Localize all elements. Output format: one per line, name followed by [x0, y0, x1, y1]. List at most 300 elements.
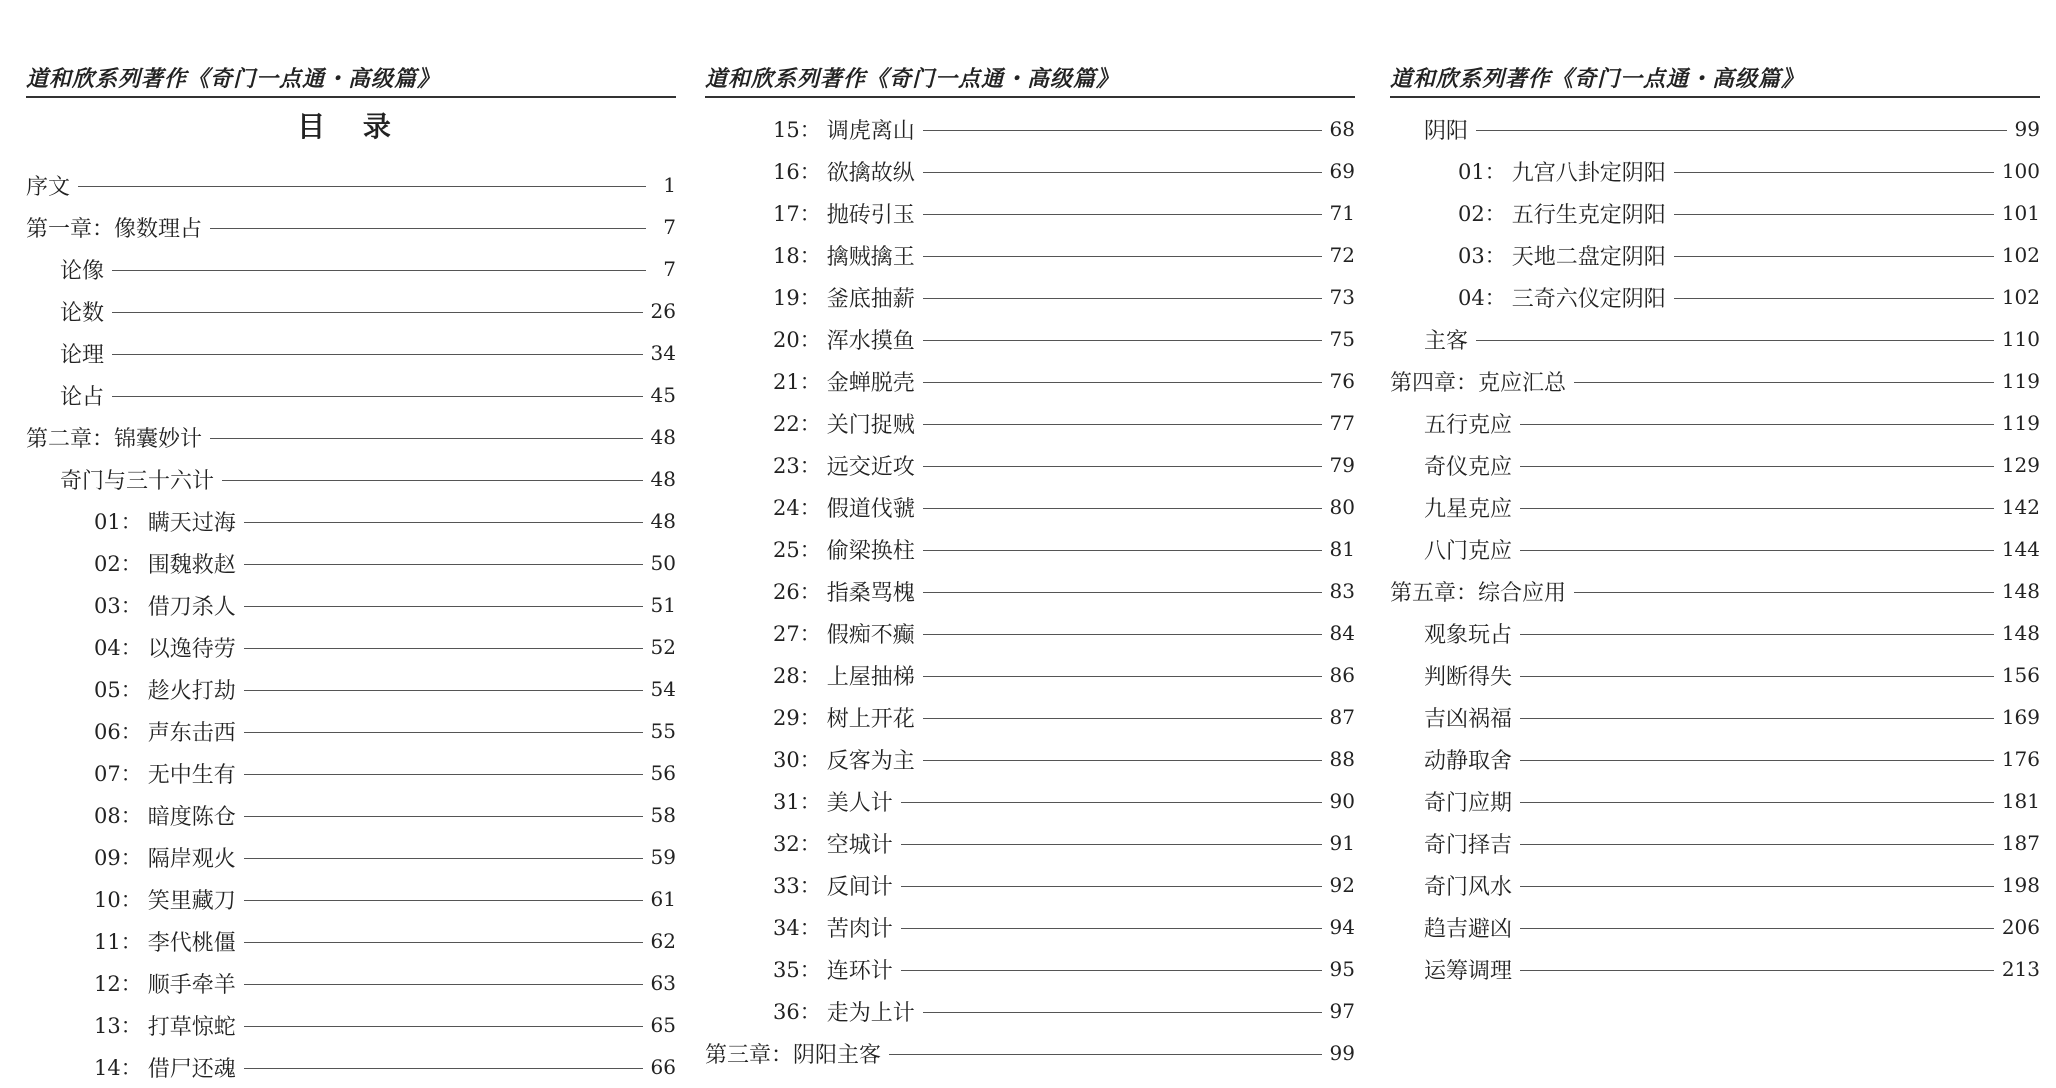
toc-leader-line — [244, 942, 643, 943]
toc-entry — [1390, 192, 2040, 234]
toc-leader-line — [1520, 928, 1994, 929]
toc-page-number: 91 — [1329, 831, 1355, 855]
toc-entry — [1390, 780, 2040, 822]
toc-entry-number: 20： — [773, 328, 821, 352]
toc-entry-number: 35： — [773, 958, 821, 982]
toc-leader-line — [923, 382, 1322, 383]
toc-page-number: 119 — [2001, 411, 2040, 435]
toc-leader-line — [244, 606, 643, 607]
toc-leader-line — [244, 690, 643, 691]
toc-page-number: 110 — [2001, 327, 2040, 351]
toc-entry-number: 22： — [773, 412, 821, 436]
toc-page-number: 102 — [2001, 285, 2040, 309]
toc-leader-line — [244, 1068, 643, 1069]
toc-page-1 — [26, 62, 676, 1082]
toc-entry-label: 论数 — [60, 300, 105, 326]
toc-leader-line — [112, 312, 643, 313]
toc-entry-label: 三奇六仪定阴阳 — [1511, 286, 1666, 312]
toc-entry — [705, 570, 1355, 612]
toc-entry-label: 第五章：综合应用 — [1390, 580, 1567, 606]
toc-page-number: 99 — [1329, 1041, 1355, 1065]
toc-entry — [26, 794, 676, 836]
toc-page-number: 101 — [2001, 201, 2040, 225]
toc-entry — [26, 1004, 676, 1046]
toc-page-number: 54 — [650, 677, 676, 701]
toc-entry-label: 美人计 — [826, 790, 893, 816]
toc-entry — [705, 780, 1355, 822]
toc-entry-number: 13： — [94, 1014, 142, 1038]
toc-entry-number: 05： — [94, 678, 142, 702]
toc-entry — [705, 1032, 1355, 1074]
toc-entry — [1390, 570, 2040, 612]
toc-entry-number: 02： — [94, 552, 142, 576]
toc-page-number: 72 — [1329, 243, 1355, 267]
toc-entry-number: 03： — [1458, 244, 1506, 268]
toc-entry-label: 抛砖引玉 — [826, 202, 915, 228]
toc-leader-line — [901, 802, 1322, 803]
toc-page-number: 48 — [650, 425, 676, 449]
toc-leader-line — [1674, 298, 1994, 299]
toc-page-number: 73 — [1329, 285, 1355, 309]
toc-page-number: 198 — [2001, 873, 2040, 897]
toc-page-number: 144 — [2001, 537, 2040, 561]
toc-entry — [26, 836, 676, 878]
toc-entry — [1390, 234, 2040, 276]
toc-entry — [705, 906, 1355, 948]
toc-leader-line — [1574, 382, 1994, 383]
toc-entry — [1390, 150, 2040, 192]
toc-entry-number: 01： — [94, 510, 142, 534]
toc-leader-line — [1520, 634, 1994, 635]
toc-leader-line — [923, 256, 1322, 257]
toc-entry-label: 九星克应 — [1424, 496, 1513, 522]
toc-entry-label: 第二章：锦囊妙计 — [26, 426, 203, 452]
toc-entry-label: 天地二盘定阴阳 — [1511, 244, 1666, 270]
toc-entry — [1390, 822, 2040, 864]
toc-entry-label: 八门克应 — [1424, 538, 1513, 564]
toc-leader-line — [244, 648, 643, 649]
toc-page-number: 51 — [650, 593, 676, 617]
toc-page-number: 68 — [1329, 117, 1355, 141]
toc-page-number: 84 — [1329, 621, 1355, 645]
toc-leader-line — [244, 984, 643, 985]
toc-page-number: 34 — [650, 341, 676, 365]
toc-leader-line — [244, 900, 643, 901]
toc-entry — [26, 416, 676, 458]
toc-page-number: 81 — [1329, 537, 1355, 561]
toc-entry-number: 26： — [773, 580, 821, 604]
toc-entry — [1390, 906, 2040, 948]
toc-entry-label: 声东击西 — [147, 720, 236, 746]
toc-entry-number: 09： — [94, 846, 142, 870]
toc-leader-line — [889, 1054, 1322, 1055]
toc-entry-label: 顺手牵羊 — [147, 972, 236, 998]
toc-entry-list — [1390, 108, 2040, 990]
toc-entry — [1390, 276, 2040, 318]
toc-entry — [26, 626, 676, 668]
toc-entry-label: 假痴不癫 — [826, 622, 915, 648]
toc-entry-label: 金蝉脱壳 — [826, 370, 915, 396]
toc-entry-number: 04： — [1458, 286, 1506, 310]
toc-entry-number: 03： — [94, 594, 142, 618]
toc-entry — [705, 318, 1355, 360]
toc-entry-label: 关门捉贼 — [826, 412, 915, 438]
toc-entry-label: 围魏救赵 — [147, 552, 236, 578]
toc-entry — [26, 962, 676, 1004]
toc-entry-label: 趁火打劫 — [147, 678, 236, 704]
toc-entry-label: 动静取舍 — [1424, 748, 1513, 774]
toc-entry-number: 17： — [773, 202, 821, 226]
toc-entry — [1390, 738, 2040, 780]
toc-page-number: 88 — [1329, 747, 1355, 771]
toc-entry-label: 第一章：像数理占 — [26, 216, 203, 242]
toc-entry — [1390, 696, 2040, 738]
toc-entry-number: 36： — [773, 1000, 821, 1024]
toc-page-number: 52 — [650, 635, 676, 659]
toc-entry — [1390, 402, 2040, 444]
toc-entry-label: 序文 — [26, 174, 71, 200]
toc-entry — [1390, 318, 2040, 360]
toc-leader-line — [1476, 130, 2007, 131]
toc-entry — [26, 248, 676, 290]
toc-entry-number: 18： — [773, 244, 821, 268]
toc-leader-line — [112, 396, 643, 397]
toc-page-number: 156 — [2001, 663, 2040, 687]
toc-entry-number: 07： — [94, 762, 142, 786]
toc-entry-label: 五行生克定阴阳 — [1511, 202, 1666, 228]
toc-entry — [26, 164, 676, 206]
toc-page-number: 213 — [2001, 957, 2040, 981]
toc-entry — [26, 290, 676, 332]
toc-page-number: 90 — [1329, 789, 1355, 813]
toc-leader-line — [1520, 466, 1994, 467]
toc-entry-number: 30： — [773, 748, 821, 772]
toc-entry-number: 24： — [773, 496, 821, 520]
toc-page-number: 65 — [650, 1013, 676, 1037]
toc-page-number: 75 — [1329, 327, 1355, 351]
toc-entry-number: 02： — [1458, 202, 1506, 226]
toc-leader-line — [1476, 340, 1994, 341]
toc-entry — [705, 150, 1355, 192]
toc-entry — [1390, 654, 2040, 696]
toc-entry-label: 空城计 — [826, 832, 893, 858]
toc-entry — [705, 444, 1355, 486]
toc-page-number: 26 — [650, 299, 676, 323]
toc-page-number: 50 — [650, 551, 676, 575]
toc-entry — [705, 192, 1355, 234]
toc-entry — [705, 276, 1355, 318]
toc-entry-label: 第三章：阴阳主客 — [705, 1042, 882, 1068]
toc-page-number: 97 — [1329, 999, 1355, 1023]
toc-entry-label: 走为上计 — [826, 1000, 915, 1026]
toc-entry-label: 趋吉避凶 — [1424, 916, 1513, 942]
toc-page-2 — [705, 62, 1355, 1072]
toc-entry-label: 运筹调理 — [1424, 958, 1513, 984]
toc-entry — [26, 332, 676, 374]
toc-page-number: 95 — [1329, 957, 1355, 981]
toc-entry-number: 21： — [773, 370, 821, 394]
toc-entry-label: 第四章：克应汇总 — [1390, 370, 1567, 396]
toc-entry-label: 苦肉计 — [826, 916, 893, 942]
toc-entry-label: 借刀杀人 — [147, 594, 236, 620]
toc-leader-line — [244, 522, 643, 523]
toc-entry-label: 阴阳 — [1424, 118, 1469, 144]
toc-entry-number: 04： — [94, 636, 142, 660]
toc-entry-number: 08： — [94, 804, 142, 828]
toc-entry-label: 擒贼擒王 — [826, 244, 915, 270]
toc-entry-number: 25： — [773, 538, 821, 562]
toc-entry — [705, 990, 1355, 1032]
toc-leader-line — [923, 130, 1322, 131]
toc-entry — [1390, 528, 2040, 570]
toc-entry-label: 奇仪克应 — [1424, 454, 1513, 480]
toc-leader-line — [244, 1026, 643, 1027]
toc-page-number: 1 — [663, 173, 676, 197]
toc-leader-line — [923, 214, 1322, 215]
toc-page-number: 76 — [1329, 369, 1355, 393]
toc-entry — [705, 738, 1355, 780]
toc-page-number: 71 — [1329, 201, 1355, 225]
toc-entry-label: 论理 — [60, 342, 105, 368]
toc-page-number: 119 — [2001, 369, 2040, 393]
toc-page-number: 92 — [1329, 873, 1355, 897]
toc-entry-number: 34： — [773, 916, 821, 940]
toc-page-number: 94 — [1329, 915, 1355, 939]
toc-leader-line — [901, 928, 1322, 929]
toc-leader-line — [210, 228, 646, 229]
toc-page-number: 56 — [650, 761, 676, 785]
toc-leader-line — [78, 186, 646, 187]
toc-leader-line — [222, 480, 643, 481]
toc-page-number: 61 — [650, 887, 676, 911]
toc-page-number: 102 — [2001, 243, 2040, 267]
toc-page-number: 45 — [650, 383, 676, 407]
toc-page-number: 181 — [2001, 789, 2040, 813]
toc-leader-line — [1520, 508, 1994, 509]
toc-page-number: 62 — [650, 929, 676, 953]
toc-page-number: 63 — [650, 971, 676, 995]
toc-page-number: 206 — [2001, 915, 2040, 939]
toc-entry-label: 奇门与三十六计 — [60, 468, 215, 494]
toc-entry — [26, 668, 676, 710]
toc-entry — [26, 1046, 676, 1088]
toc-entry — [26, 752, 676, 794]
toc-title: 目 录 — [297, 110, 405, 143]
toc-entry — [1390, 108, 2040, 150]
toc-page-number: 7 — [663, 215, 676, 239]
toc-leader-line — [244, 858, 643, 859]
toc-leader-line — [923, 340, 1322, 341]
toc-entry-label: 观象玩占 — [1424, 622, 1513, 648]
toc-page-number: 58 — [650, 803, 676, 827]
toc-leader-line — [1520, 802, 1994, 803]
toc-entry-label: 打草惊蛇 — [147, 1014, 236, 1040]
toc-leader-line — [923, 592, 1322, 593]
toc-entry-number: 15： — [773, 118, 821, 142]
toc-entry-number: 12： — [94, 972, 142, 996]
toc-entry-label: 奇门应期 — [1424, 790, 1513, 816]
toc-entry-label: 釜底抽薪 — [826, 286, 915, 312]
toc-entry — [26, 206, 676, 248]
toc-entry — [705, 948, 1355, 990]
toc-entry — [1390, 864, 2040, 906]
toc-leader-line — [112, 270, 646, 271]
toc-entry-label: 笑里藏刀 — [147, 888, 236, 914]
toc-page-number: 87 — [1329, 705, 1355, 729]
toc-leader-line — [923, 508, 1322, 509]
toc-entry-label: 奇门择吉 — [1424, 832, 1513, 858]
toc-entry-label: 隔岸观火 — [147, 846, 236, 872]
toc-leader-line — [244, 774, 643, 775]
toc-entry-label: 偷梁换柱 — [826, 538, 915, 564]
toc-page-number: 99 — [2014, 117, 2040, 141]
toc-entry-number: 32： — [773, 832, 821, 856]
toc-entry-label: 判断得失 — [1424, 664, 1513, 690]
toc-page-3 — [1390, 62, 2040, 1072]
toc-leader-line — [923, 634, 1322, 635]
toc-leader-line — [1520, 676, 1994, 677]
toc-entry-number: 29： — [773, 706, 821, 730]
toc-entry — [1390, 612, 2040, 654]
toc-entry-label: 上屋抽梯 — [826, 664, 915, 690]
toc-entry — [705, 864, 1355, 906]
toc-entry — [1390, 948, 2040, 990]
toc-entry — [26, 920, 676, 962]
toc-entry — [705, 108, 1355, 150]
toc-page-number: 77 — [1329, 411, 1355, 435]
toc-entry — [26, 710, 676, 752]
toc-entry — [26, 584, 676, 626]
toc-entry-label: 无中生有 — [147, 762, 236, 788]
toc-entry-label: 五行克应 — [1424, 412, 1513, 438]
toc-leader-line — [923, 718, 1322, 719]
toc-leader-line — [923, 424, 1322, 425]
toc-page-number: 79 — [1329, 453, 1355, 477]
toc-entry-label: 论占 — [60, 384, 105, 410]
toc-entry-number: 01： — [1458, 160, 1506, 184]
toc-entry-label: 欲擒故纵 — [826, 160, 915, 186]
toc-entry — [26, 878, 676, 920]
toc-entry-label: 论像 — [60, 258, 105, 284]
toc-leader-line — [112, 354, 643, 355]
toc-entry — [1390, 360, 2040, 402]
toc-page-number: 86 — [1329, 663, 1355, 687]
toc-entry-number: 23： — [773, 454, 821, 478]
toc-leader-line — [244, 732, 643, 733]
toc-leader-line — [244, 816, 643, 817]
toc-entry-label: 树上开花 — [826, 706, 915, 732]
toc-entry-number: 16： — [773, 160, 821, 184]
toc-entry-list — [705, 108, 1355, 1074]
toc-page-number: 66 — [650, 1055, 676, 1079]
toc-page-number: 169 — [2001, 705, 2040, 729]
toc-entry-label: 主客 — [1424, 328, 1469, 354]
toc-leader-line — [1520, 886, 1994, 887]
toc-entry-number: 28： — [773, 664, 821, 688]
toc-entry-number: 11： — [94, 930, 142, 954]
toc-entry-label: 李代桃僵 — [147, 930, 236, 956]
toc-entry — [705, 360, 1355, 402]
toc-page-number: 148 — [2001, 579, 2040, 603]
toc-entry-label: 假道伐虢 — [826, 496, 915, 522]
toc-entry-label: 反客为主 — [826, 748, 915, 774]
toc-entry-label: 暗度陈仓 — [147, 804, 236, 830]
toc-entry — [705, 654, 1355, 696]
toc-entry-label: 瞒天过海 — [147, 510, 236, 536]
toc-entry-label: 调虎离山 — [826, 118, 915, 144]
toc-entry — [705, 402, 1355, 444]
toc-entry-number: 06： — [94, 720, 142, 744]
toc-entry — [705, 528, 1355, 570]
toc-leader-line — [1674, 172, 1994, 173]
toc-entry — [705, 612, 1355, 654]
toc-page-number: 83 — [1329, 579, 1355, 603]
toc-page-number: 7 — [663, 257, 676, 281]
toc-leader-line — [901, 886, 1322, 887]
toc-leader-line — [210, 438, 643, 439]
toc-page-number: 100 — [2001, 159, 2040, 183]
toc-leader-line — [1674, 214, 1994, 215]
toc-page-number: 176 — [2001, 747, 2040, 771]
toc-leader-line — [1674, 256, 1994, 257]
toc-entry — [705, 696, 1355, 738]
toc-leader-line — [1520, 970, 1994, 971]
toc-entry-number: 19： — [773, 286, 821, 310]
toc-entry-number: 31： — [773, 790, 821, 814]
toc-leader-line — [923, 1012, 1322, 1013]
page-header: 道和欣系列著作《奇门一点通・高级篇》 — [705, 62, 1355, 98]
toc-leader-line — [923, 466, 1322, 467]
toc-entry — [705, 486, 1355, 528]
toc-entry-number: 27： — [773, 622, 821, 646]
toc-entry-label: 浑水摸鱼 — [826, 328, 915, 354]
toc-entry-number: 14： — [94, 1056, 142, 1080]
toc-entry — [1390, 486, 2040, 528]
toc-page-number: 187 — [2001, 831, 2040, 855]
toc-entry-label: 奇门风水 — [1424, 874, 1513, 900]
toc-leader-line — [901, 844, 1322, 845]
toc-entry-label: 远交近攻 — [826, 454, 915, 480]
toc-page-number: 69 — [1329, 159, 1355, 183]
toc-leader-line — [244, 564, 643, 565]
toc-entry-label: 吉凶祸福 — [1424, 706, 1513, 732]
toc-entry-label: 反间计 — [826, 874, 893, 900]
toc-entry-number: 33： — [773, 874, 821, 898]
toc-entry — [26, 500, 676, 542]
toc-page-number: 59 — [650, 845, 676, 869]
toc-entry-label: 指桑骂槐 — [826, 580, 915, 606]
toc-entry-list — [26, 164, 676, 1088]
page-header: 道和欣系列著作《奇门一点通・高级篇》 — [1390, 62, 2040, 98]
toc-entry — [1390, 444, 2040, 486]
toc-leader-line — [1520, 760, 1994, 761]
toc-leader-line — [901, 970, 1322, 971]
toc-page-number: 55 — [650, 719, 676, 743]
toc-entry — [26, 374, 676, 416]
toc-leader-line — [1574, 592, 1994, 593]
toc-page-number: 48 — [650, 467, 676, 491]
toc-page-number: 148 — [2001, 621, 2040, 645]
toc-page-number: 80 — [1329, 495, 1355, 519]
toc-leader-line — [1520, 424, 1994, 425]
toc-entry-label: 以逸待劳 — [147, 636, 236, 662]
toc-leader-line — [1520, 550, 1994, 551]
toc-page-number: 48 — [650, 509, 676, 533]
toc-entry — [705, 822, 1355, 864]
toc-leader-line — [1520, 844, 1994, 845]
toc-entry-label: 九宫八卦定阴阳 — [1511, 160, 1666, 186]
toc-page-number: 129 — [2001, 453, 2040, 477]
